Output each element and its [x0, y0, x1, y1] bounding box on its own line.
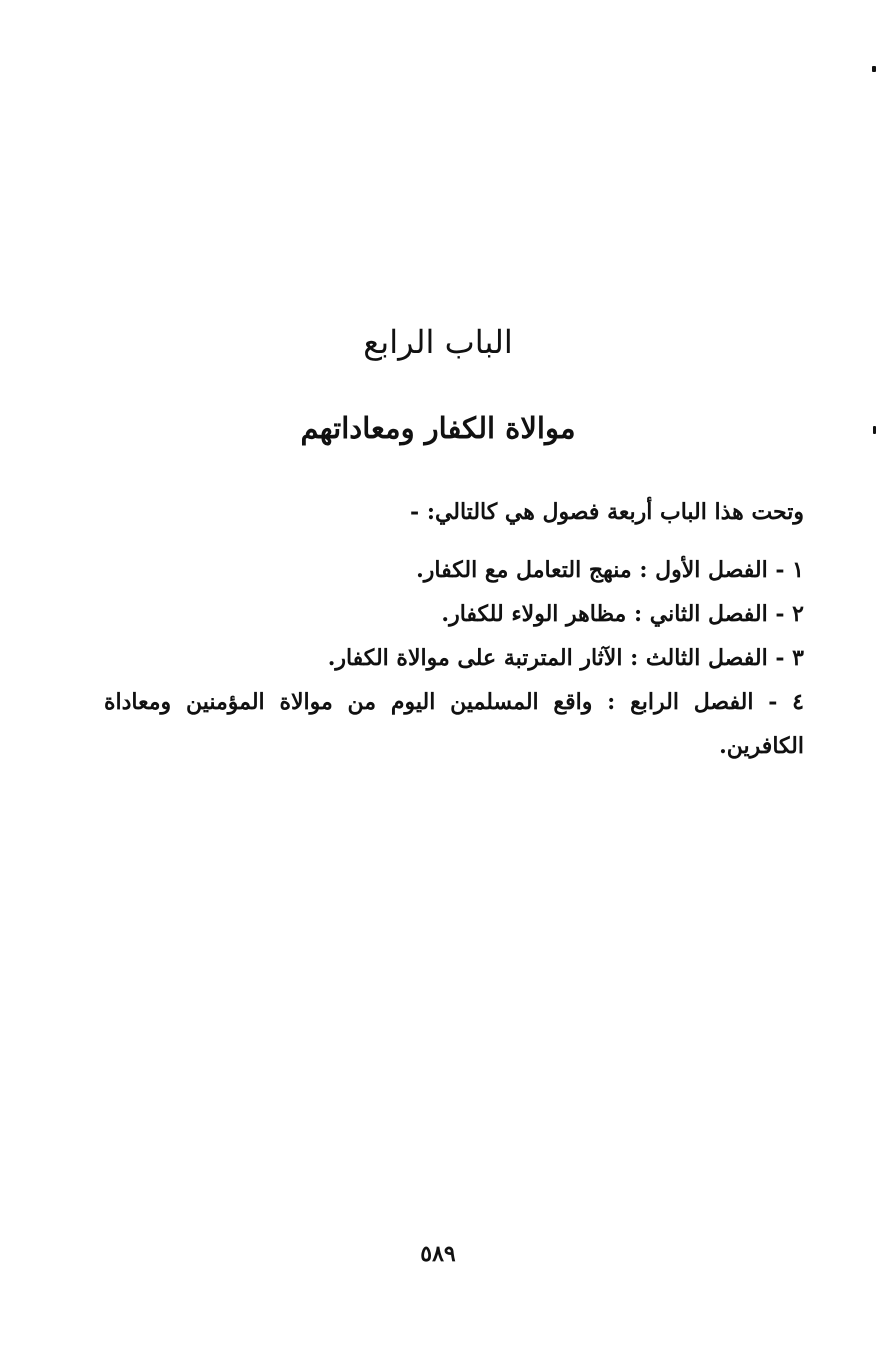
intro-paragraph: وتحت هذا الباب أربعة فصول هي كالتالي: - [410, 499, 804, 525]
chapter-item-1: ١ - الفصل الأول : منهج التعامل مع الكفار. [416, 557, 804, 583]
chapter-item-3: ٣ - الفصل الثالث : الآثار المترتبة على موالاة الكفار. [327, 645, 804, 671]
chapter-item-4: ٤ - الفصل الرابع : واقع المسلمين اليوم من موالاة المؤمنين ومعاداة الكافرين. [104, 689, 804, 759]
margin-mark-top [872, 66, 876, 72]
chapter-item-2: ٢ - الفصل الثاني : مظاهر الولاء للكفار. [441, 601, 804, 627]
part-heading: الباب الرابع [363, 323, 513, 361]
chapter-list [104, 548, 804, 768]
page-number: ٥٨٩ [420, 1241, 456, 1267]
part-title: موالاة الكفار ومعاداتهم [300, 411, 576, 445]
